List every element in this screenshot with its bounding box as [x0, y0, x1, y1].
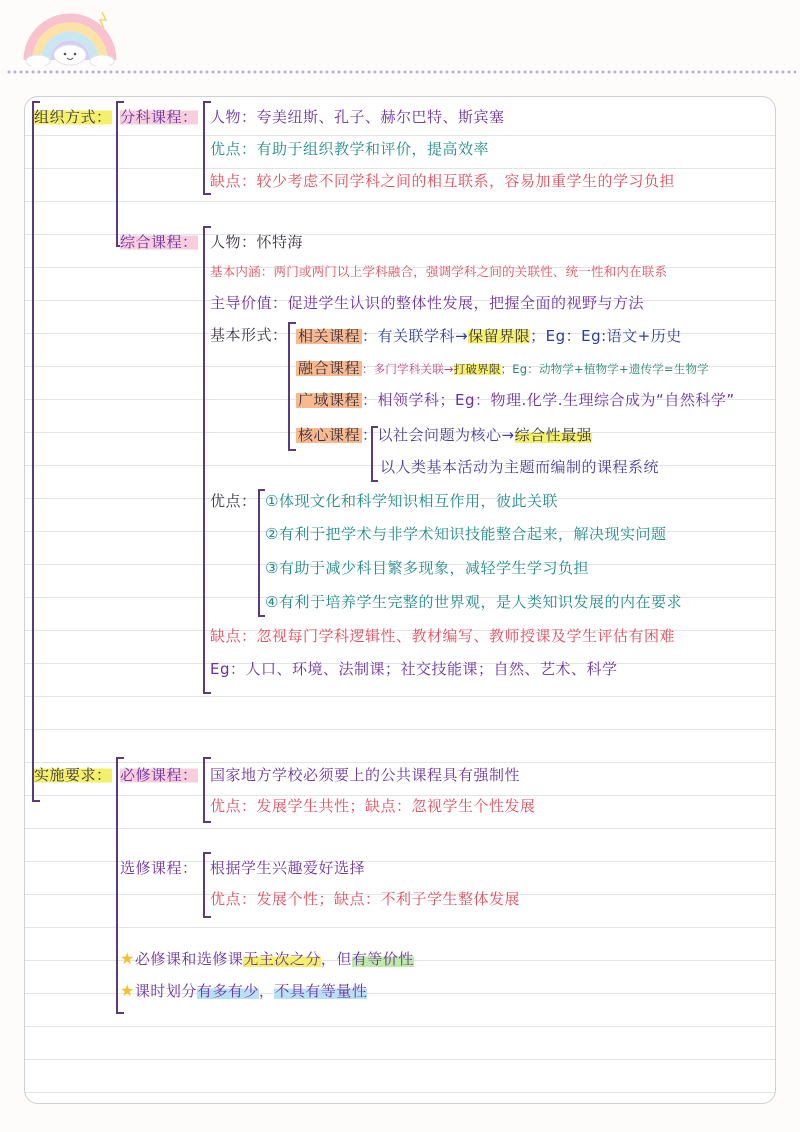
zonghe-cons: 缺点：忽视每门学科逻辑性、教材编写、教师授课及学生评估有困难: [210, 627, 676, 645]
elective-label: 选修课程：: [120, 859, 198, 877]
dotted-divider: [6, 70, 796, 74]
form-core: 核心课程 ：以社会问题为核心→综合性最强: [298, 426, 593, 444]
form-related: 相关课程 ：有关联学科→保留界限；Eg：Eg:语文+历史: [298, 327, 682, 345]
page-header: [0, 0, 800, 92]
impl-label: 实施要求：: [34, 766, 112, 784]
fenke-people: 人物：夸美纽斯、孔子、赫尔巴特、斯宾塞: [210, 108, 505, 126]
form-core-line2: 以人类基本活动为主题而编制的课程系统: [380, 458, 660, 476]
fenke-pros: 优点：有助于组织教学和评价，提高效率: [210, 140, 490, 158]
note-unequal-hours: ★课时划分有多有少，不具有等量性: [120, 981, 368, 1000]
elective-pros-cons: 优点：发展个性；缺点：不利子学生整体发展: [210, 890, 521, 908]
zonghe-pro-item: ④有利于培养学生完整的世界观，是人类知识发展的内在要求: [265, 593, 682, 611]
required-label: 必修课程：: [120, 766, 198, 784]
zonghe-basic-meaning: 基本内涵：两门或两门以上学科融合，强调学科之间的关联性、统一性和内在联系: [210, 264, 668, 279]
elective-desc: 根据学生兴趣爱好选择: [210, 859, 366, 877]
bracket-org: [32, 101, 40, 802]
zonghe-eg: Eg：人口、环境、法制课；社交技能课；自然、艺术、科学: [210, 660, 618, 678]
zonghe-label: 综合课程：: [120, 233, 198, 251]
form-fusion: 融合课程 ：多门学科关联→打破界限；Eg：动物学+植物学+遗传学=生物学: [298, 359, 709, 377]
star-icon: ★: [120, 949, 135, 968]
fenke-cons: 缺点：较少考虑不同学科之间的相互联系，容易加重学生的学习负担: [210, 172, 676, 190]
org-label: 组织方式：: [34, 108, 112, 126]
forms-label: 基本形式：: [210, 326, 288, 344]
note-equal-value: ★必修课和选修课无主次之分，但有等价性: [120, 949, 414, 968]
form-broad: 广域课程 ：相领学科；Eg：物理.化学.生理综合成为“自然科学”: [298, 391, 735, 409]
required-desc: 国家地方学校必须要上的公共课程具有强制性: [210, 766, 521, 784]
zonghe-pro-item: ②有利于把学术与非学术知识技能整合起来，解决现实问题: [265, 525, 667, 543]
fenke-label: 分科课程：: [120, 108, 198, 126]
zonghe-pros-label: 优点：: [210, 492, 257, 510]
bracket-pros: [258, 489, 265, 617]
zonghe-value: 主导价值：促进学生认识的整体性发展，把握全面的视野与方法: [210, 294, 645, 312]
required-pros-cons: 优点：发展学生共性；缺点：忽视学生个性发展: [210, 797, 536, 815]
bracket-forms: [288, 322, 296, 451]
rainbow-icon: [20, 6, 120, 66]
zonghe-people: 人物：怀特海: [210, 233, 304, 251]
star-icon: ★: [120, 981, 135, 1000]
zonghe-pro-item: ①体现文化和科学知识相互作用，彼此关联: [265, 492, 558, 510]
zonghe-pro-item: ③有助于减少科目繁多现象，减轻学生学习负担: [265, 559, 589, 577]
bracket-impl: [116, 757, 124, 1014]
